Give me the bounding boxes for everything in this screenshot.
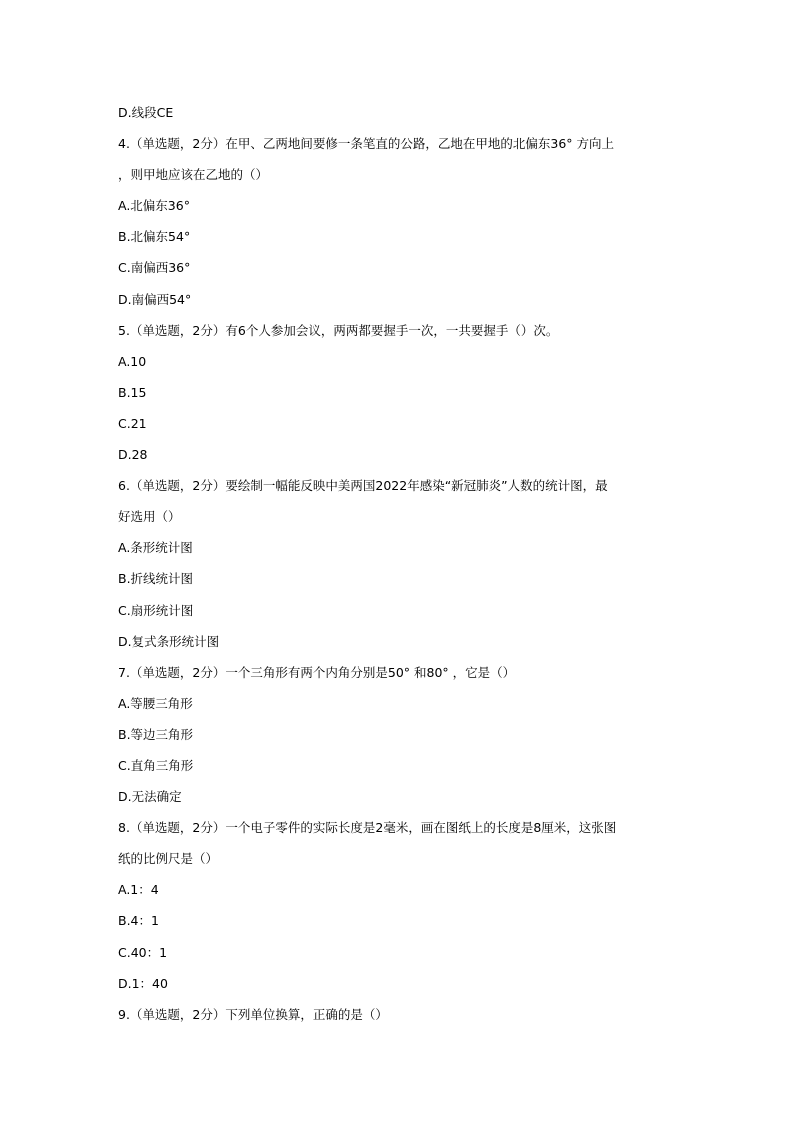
answer-option: D.无法确定 [118,789,182,805]
answer-option: C.21 [118,415,147,431]
question-text-continued: 好选用（） [118,509,181,525]
answer-option: D.1：40 [118,975,168,991]
answer-option: D.28 [118,447,148,463]
answer-option: B.4：1 [118,913,159,929]
answer-option: A.北偏东36° [118,198,190,214]
question-text: 4.（单选题，2分）在甲、乙两地间要修一条笔直的公路，乙地在甲地的北偏东36° 方向上 [118,136,615,152]
answer-option: B.折线统计图 [118,571,194,587]
answer-option: A.10 [118,353,147,369]
answer-option: C.扇形统计图 [118,602,194,618]
answer-option: D.南偏西54° [118,291,192,307]
answer-option: B.北偏东54° [118,229,191,245]
document-body [118,97,688,1030]
answer-option: C.南偏西36° [118,260,191,276]
answer-option: A.条形统计图 [118,540,193,556]
question-text: 9.（单选题，2分）下列单位换算，正确的是（） [118,1006,388,1022]
question-text-continued: ，则甲地应该在乙地的（） [118,167,269,183]
question-text-continued: 纸的比例尺是（） [118,851,219,867]
answer-option: B.15 [118,384,147,400]
question-text: 7.（单选题，2分）一个三角形有两个内角分别是50° 和80° ，它是（） [118,664,516,680]
answer-option: C.40：1 [118,944,168,960]
question-text: 6.（单选题，2分）要绘制一幅能反映中美两国2022年感染“新冠肺炎”人数的统计图，最 [118,478,608,494]
answer-option: A.1：4 [118,882,159,898]
answer-option: C.直角三角形 [118,757,194,773]
question-text: 5.（单选题，2分）有6个人参加会议，两两都要握手一次，一共要握手（）次。 [118,322,559,338]
answer-option: B.等边三角形 [118,726,194,742]
answer-option: D.线段CE [118,105,174,120]
answer-option: D.复式条形统计图 [118,633,220,649]
question-text: 8.（单选题，2分）一个电子零件的实际长度是2毫米，画在图纸上的长度是8厘米，这张图 [118,820,617,836]
answer-option: A.等腰三角形 [118,695,193,711]
